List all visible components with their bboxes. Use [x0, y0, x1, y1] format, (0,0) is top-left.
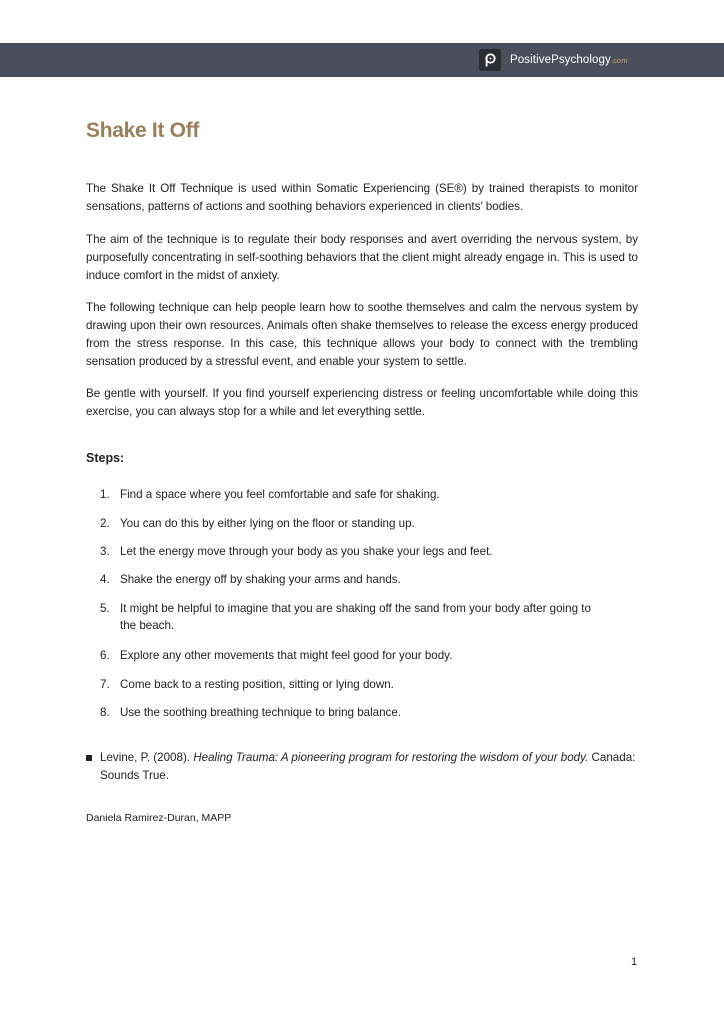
- p-logo-icon: [479, 49, 501, 71]
- step-number: 3.: [100, 545, 110, 558]
- step-number: 2.: [100, 517, 110, 530]
- reference-author-year: Levine, P. (2008).: [100, 751, 191, 764]
- author-credit: Daniela Ramirez-Duran, MAPP: [86, 812, 232, 824]
- steps-heading: Steps:: [86, 451, 125, 465]
- step-text: Shake the energy off by shaking your arms and hands.: [120, 573, 401, 586]
- brand-name: [510, 54, 628, 66]
- page-title: Shake It Off: [86, 119, 200, 142]
- aim-paragraph: The aim of the technique is to regulate their body responses and avert overriding the nervous system, by purposefully concentrating in self-soothing behaviors that the client might already engage in. This is used to induce comfort in the midst of anxiety.: [86, 233, 638, 282]
- step-number: 5.: [100, 602, 110, 615]
- step-number: 1.: [100, 488, 110, 501]
- reference-title: Healing Trauma: A pioneering program for restoring the wisdom of your body.: [193, 751, 589, 764]
- brand-logo[interactable]: [479, 49, 628, 71]
- header-bar: [0, 43, 724, 77]
- square-bullet-icon: [86, 755, 92, 761]
- caution-paragraph: Be gentle with yourself. If you find yourself experiencing distress or feeling uncomfortable while doing this exercise, you can always stop for a while and let everything settle.: [86, 387, 638, 418]
- intro-paragraph: The Shake It Off Technique is used within Somatic Experiencing (SE®) by trained therapists to monitor sensations, patterns of actions and soothing behaviors experienced in clients’ bodies.: [86, 182, 638, 213]
- step-number: 4.: [100, 573, 110, 586]
- step-text: Let the energy move through your body as you shake your legs and feet.: [120, 545, 493, 558]
- brand-name-suffix: .com: [610, 56, 628, 65]
- step-text: Use the soothing breathing technique to bring balance.: [120, 706, 402, 719]
- reference-text: [100, 749, 645, 785]
- step-text: Come back to a resting position, sitting or lying down.: [120, 678, 394, 691]
- step-text: It might be helpful to imagine that you are shaking off the sand from your body after going to the beach.: [120, 602, 591, 632]
- technique-paragraph: The following technique can help people learn how to soothe themselves and calm the nervous system by drawing upon their own resources. Animals often shake themselves to release the excess energy produced from the stress response. In this case, this technique allows your body to connect with the trembling sensation produced by a stressful event, and enable your system to settle.: [86, 301, 638, 368]
- step-number: 6.: [100, 649, 110, 662]
- step-text: You can do this by either lying on the floor or standing up.: [120, 517, 415, 530]
- step-text: Find a space where you feel comfortable and safe for shaking.: [120, 488, 440, 501]
- page-number: 1: [631, 956, 638, 968]
- step-number: 7.: [100, 678, 110, 691]
- brand-name-main: PositivePsychology: [510, 54, 611, 66]
- reference-publisher: Canada: Sounds True.: [100, 751, 636, 782]
- step-number: 8.: [100, 706, 110, 719]
- step-text: Explore any other movements that might feel good for your body.: [120, 649, 453, 662]
